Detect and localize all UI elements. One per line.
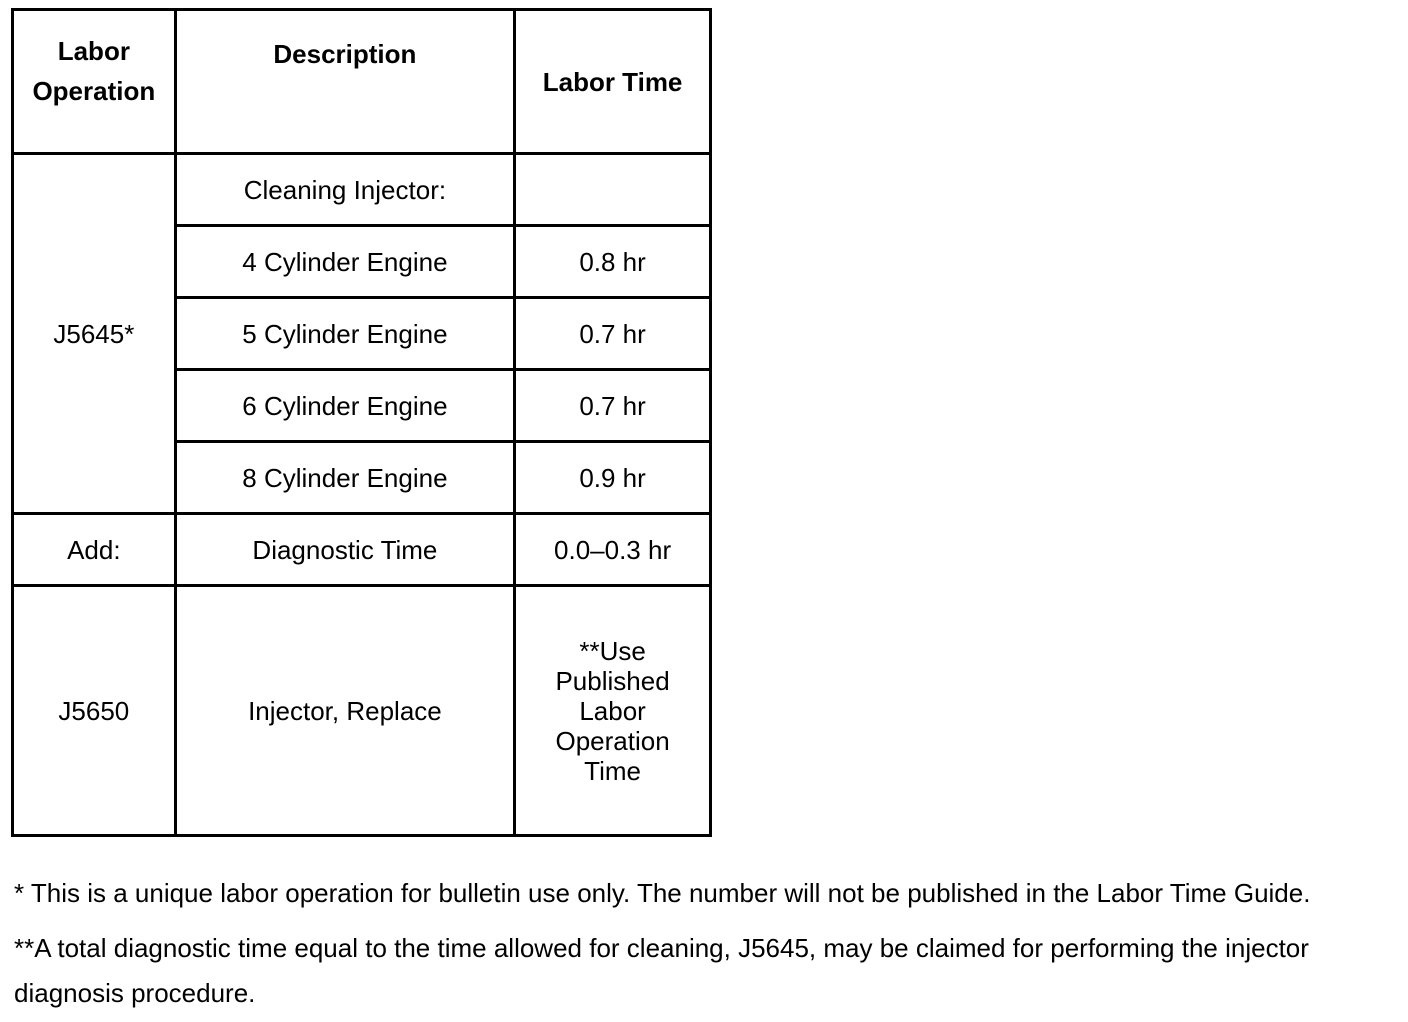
operation-code-cell: J5645* [13, 154, 176, 514]
time-line: Labor [579, 695, 646, 726]
labor-time-cell: 0.8 hr [515, 226, 711, 298]
header-labor-time: Labor Time [515, 10, 711, 154]
time-line: Operation [555, 725, 670, 756]
header-labor-operation-line1: Labor [57, 36, 130, 66]
time-line: Published [555, 665, 670, 696]
operation-code-cell: Add: [13, 514, 176, 586]
time-line: Time [584, 755, 641, 786]
labor-time-cell: 0.0–0.3 hr [515, 514, 711, 586]
description-cell: 5 Cylinder Engine [175, 298, 514, 370]
table-row [13, 514, 711, 586]
labor-time-table [11, 8, 712, 837]
labor-time-cell: 0.9 hr [515, 442, 711, 514]
labor-time-cell [515, 586, 711, 836]
description-cell: Injector, Replace [175, 586, 514, 836]
header-row [13, 10, 711, 154]
footnote-unique-operation: * This is a unique labor operation for bulletin use only. The number will not be published in the Labor Time Guide. [14, 878, 1311, 908]
empty-time-cell [515, 154, 711, 226]
cleaning-subheading: Cleaning Injector: [175, 154, 514, 226]
description-cell: Diagnostic Time [175, 514, 514, 586]
header-description: Description [175, 10, 514, 154]
description-cell: 8 Cylinder Engine [175, 442, 514, 514]
table-row [13, 154, 711, 226]
labor-time-cell: 0.7 hr [515, 298, 711, 370]
description-cell: 4 Cylinder Engine [175, 226, 514, 298]
description-cell: 6 Cylinder Engine [175, 370, 514, 442]
operation-code-cell: J5650 [13, 586, 176, 836]
header-labor-operation [13, 10, 176, 154]
time-line: **Use [579, 635, 646, 666]
header-labor-operation-line2: Operation [32, 76, 156, 106]
footnote-diagnostic-time: **A total diagnostic time equal to the time allowed for cleaning, J5645, may be claimed for performing the injector diagnosis procedure. [14, 933, 1309, 1008]
labor-time-cell: 0.7 hr [515, 370, 711, 442]
table-row [13, 586, 711, 836]
